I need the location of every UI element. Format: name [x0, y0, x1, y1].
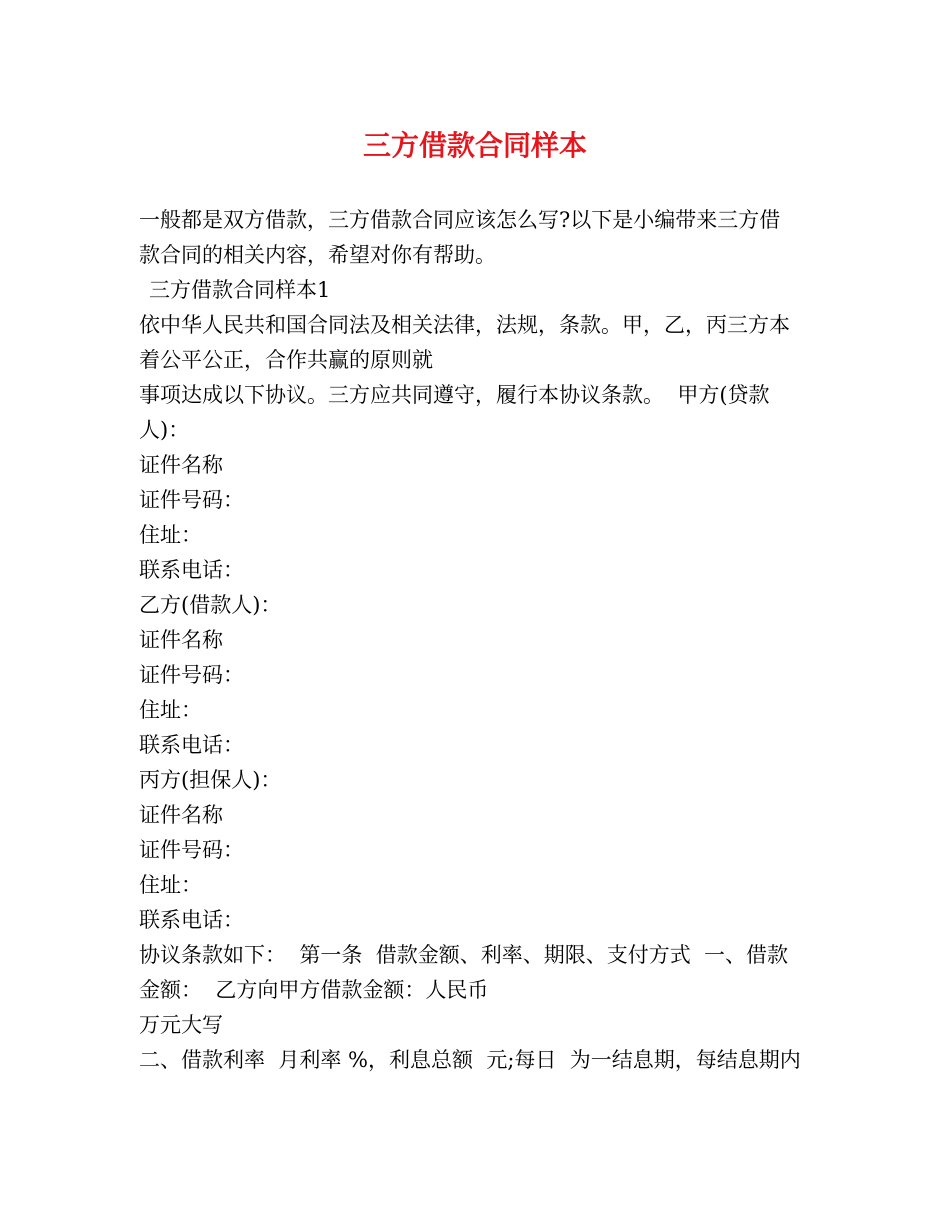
field-label: 证件号码：	[139, 838, 244, 862]
field-label: 住址：	[139, 698, 202, 722]
paragraph-line: 款合同的相关内容，希望对你有帮助。	[139, 243, 496, 267]
paragraph-line: 着公平公正，合作共赢的原则就	[139, 348, 433, 372]
paragraph-line: 协议条款如下： 第一条 借款金额、利率、期限、支付方式 一、借款	[139, 943, 789, 967]
paragraph-line: 金额： 乙方向甲方借款金额：人民币	[139, 978, 489, 1002]
field-label: 证件名称	[139, 803, 223, 827]
party-heading: 乙方(借款人)：	[139, 593, 282, 617]
field-label: 联系电话：	[139, 558, 244, 582]
paragraph-line: 依中华人民共和国合同法及相关法律，法规，条款。甲，乙，丙三方本	[139, 313, 790, 337]
paragraph-line: 二、借款利率 月利率 %，利息总额 元;每日 为一结息期，每结息期内	[139, 1048, 801, 1072]
document-title: 三方借款合同样本	[362, 129, 587, 162]
paragraph-line: 事项达成以下协议。三方应共同遵守，履行本协议条款。 甲方(贷款	[139, 383, 770, 407]
field-label: 证件名称	[139, 628, 223, 652]
field-label: 证件名称	[139, 453, 223, 477]
paragraph-line: 万元大写	[139, 1013, 223, 1037]
document-body	[139, 203, 819, 1078]
field-label: 住址：	[139, 873, 202, 897]
section-heading: 三方借款合同样本1	[149, 278, 331, 302]
field-label: 证件号码：	[139, 488, 244, 512]
paragraph-line: 人)：	[139, 418, 190, 442]
field-label: 证件号码：	[139, 663, 244, 687]
field-label: 联系电话：	[139, 733, 244, 757]
paragraph-line: 一般都是双方借款，三方借款合同应该怎么写?以下是小编带来三方借	[139, 208, 781, 232]
field-label: 住址：	[139, 523, 202, 547]
field-label: 联系电话：	[139, 908, 244, 932]
party-heading: 丙方(担保人)：	[139, 768, 282, 792]
